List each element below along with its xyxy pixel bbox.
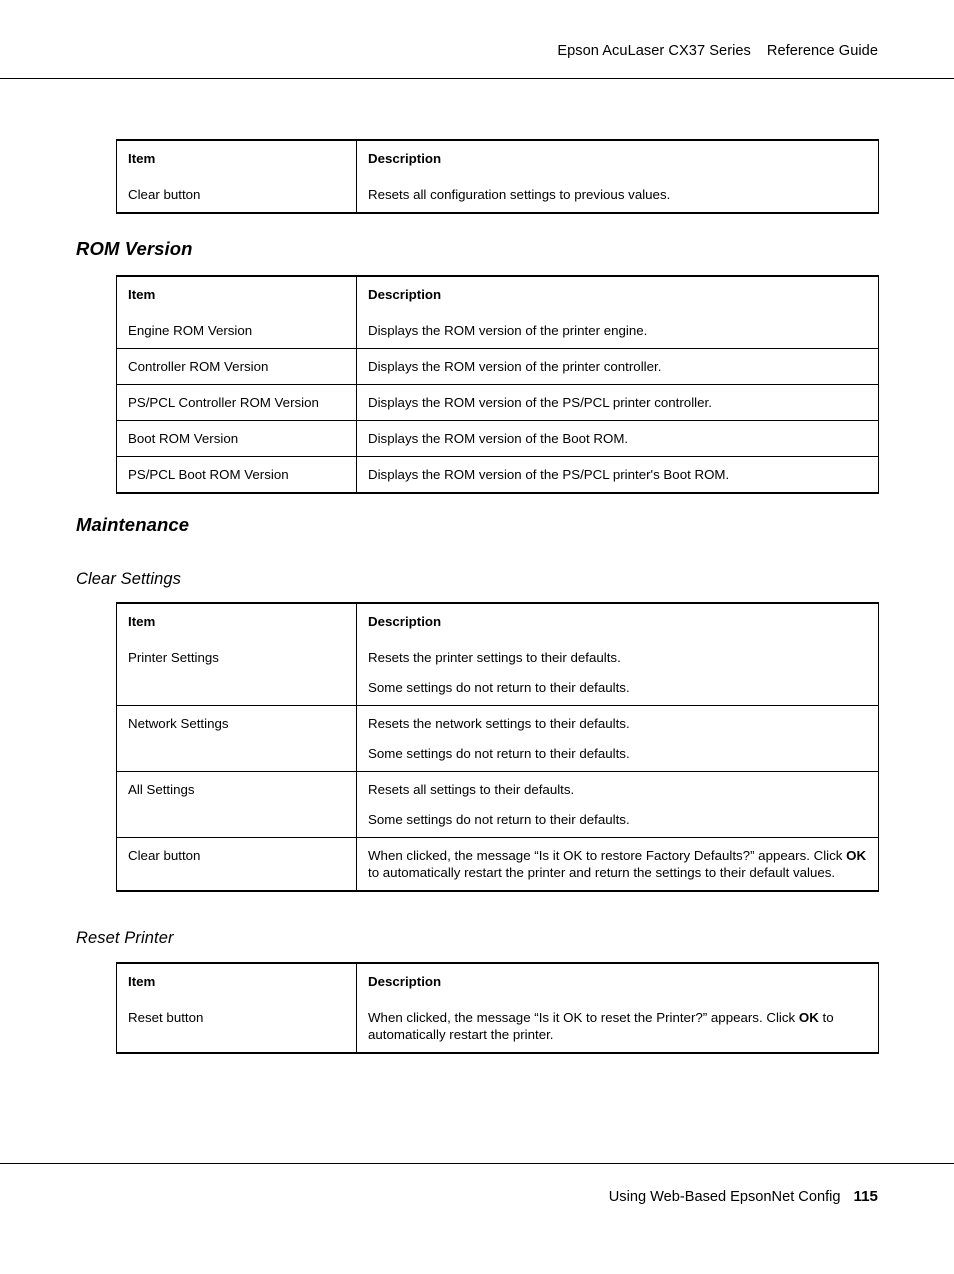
footer-text [609,1189,878,1205]
rom-version-table-block [116,275,879,494]
row-description [357,838,879,892]
column-header-description: Description [357,140,879,177]
page-footer [0,1163,954,1205]
table-row [117,457,879,494]
section-heading-rom-version: ROM Version [76,238,193,259]
description-line [368,1009,867,1043]
row-item: Engine ROM Version [117,313,357,349]
row-description: Displays the ROM version of the PS/PCL printer's Boot ROM. [357,457,879,494]
description-line: Resets the printer settings to their defaults. [368,650,621,666]
table-row [117,640,879,706]
column-header-description: Description [357,603,879,640]
description-line: Some settings do not return to their defaults. [368,746,630,762]
row-description: Resets all configuration settings to previous values. [357,177,879,213]
description-line: Resets all settings to their defaults. [368,782,575,798]
running-head-product: Epson AcuLaser CX37 Series [557,43,751,59]
column-header-description: Description [357,276,879,313]
description-line: Some settings do not return to their defaults. [368,812,630,828]
page-number: 115 [853,1188,878,1205]
clear-button-table [116,139,879,214]
table-row [117,838,879,892]
page-header [0,0,954,79]
row-item: PS/PCL Boot ROM Version [117,457,357,494]
subsection-heading-reset-printer: Reset Printer [76,929,174,947]
running-head-guide: Reference Guide [766,43,878,59]
row-item: Reset button [117,1000,357,1053]
row-item: All Settings [117,772,357,838]
description-text-after: to automatically restart the printer and return the settings to their default values. [368,865,836,881]
reset-printer-table [116,962,879,1054]
row-description [357,772,879,838]
table-row [117,385,879,421]
section-heading-maintenance: Maintenance [76,514,190,535]
row-item: Clear button [117,838,357,892]
table-row [117,706,879,772]
row-item: Controller ROM Version [117,349,357,385]
table-header-row [117,276,879,313]
row-description: Displays the ROM version of the Boot ROM. [357,421,879,457]
table-row [117,772,879,838]
row-description: Displays the ROM version of the printer controller. [357,349,879,385]
row-item: Printer Settings [117,640,357,706]
row-item: Clear button [117,177,357,213]
column-header-item: Item [117,603,357,640]
row-description [357,706,879,772]
description-text-after: to automatically restart the printer. [368,1010,834,1043]
row-item: Network Settings [117,706,357,772]
clear-settings-table [116,602,879,892]
table-row [117,349,879,385]
row-item: PS/PCL Controller ROM Version [117,385,357,421]
row-item: Boot ROM Version [117,421,357,457]
description-line [368,847,867,881]
column-header-description: Description [357,963,879,1000]
table-header-row [117,603,879,640]
table-header-row [117,140,879,177]
row-description: Displays the ROM version of the PS/PCL printer controller. [357,385,879,421]
description-emphasis-ok: OK [846,848,867,864]
column-header-item: Item [117,963,357,1000]
table-header-row [117,963,879,1000]
table-row [117,313,879,349]
description-line: Resets the network settings to their defaults. [368,716,630,732]
subsection-heading-clear-settings: Clear Settings [76,570,182,588]
row-description [357,640,879,706]
row-description: Displays the ROM version of the printer engine. [357,313,879,349]
reset-printer-table-block [116,962,879,1054]
running-head [557,44,878,59]
clear-button-table-block [116,139,879,214]
table-row [117,421,879,457]
table-row [117,1000,879,1053]
clear-settings-table-block [116,602,879,892]
row-description [357,1000,879,1053]
footer-section-title: Using Web-Based EpsonNet Config [608,1189,841,1205]
description-emphasis-ok: OK [798,1010,819,1026]
column-header-item: Item [117,140,357,177]
rom-version-table [116,275,879,494]
column-header-item: Item [117,276,357,313]
description-text-before: When clicked, the message “Is it OK to restore Factory Defaults?” appears. Click [368,848,847,864]
description-line: Some settings do not return to their defaults. [368,680,630,696]
table-row [117,177,879,213]
description-text-before: When clicked, the message “Is it OK to reset the Printer?” appears. Click [368,1010,799,1026]
